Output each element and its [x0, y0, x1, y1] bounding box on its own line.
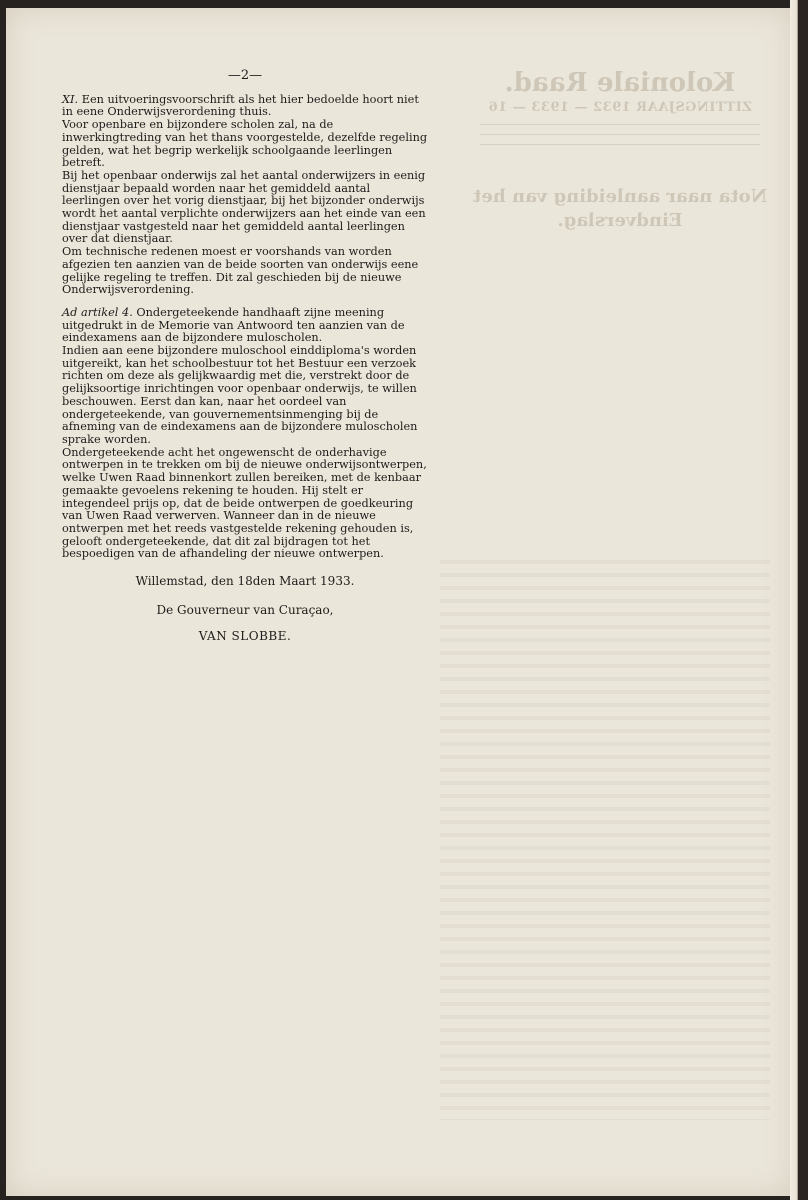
- paragraph: [62, 246, 428, 297]
- paragraph: [62, 170, 428, 246]
- paragraph: [62, 119, 428, 170]
- paragraph-text: Om technische redenen moest er voorshands van worden afgezien ten aanzien van de beide soorten van onderwijs eene gelijke regeling te treffen. Dit zal geschieden bij de nieuwe Onderwijsverordening.: [62, 245, 419, 297]
- signatory-title: De Gouverneur van Curaçao,: [156, 602, 334, 617]
- paragraph-text: Een uitvoeringsvoorschrift als het hier bedoelde hoort niet in eene Onderwijsverordening thuis.: [62, 92, 419, 119]
- show-through-subtitle: ZITTINGSJAAR 1932 — 1933 — 16: [488, 100, 752, 115]
- show-through-title: Koloniale Raad.: [504, 68, 736, 98]
- page-edge: [790, 0, 808, 1200]
- document-body: [62, 70, 428, 643]
- page-number: —2—: [227, 68, 263, 83]
- paragraph-text: Ondergeteekende acht het ongewenscht de onderhavige ontwerpen in te trekken om bij de nieuwe onderwijsontwerpen, welke Uwen Raad binnenkort zullen bereiken, met de kenbaar gemaakte gevoelens rekening te houden. Hij stelt er integendeel prijs op, dat de beide ontwerpen de goedkeuring van Uwen Raad verwerven. Wanneer dan in de nieuwe ontwerpen met het reeds vastgestelde rekening gehouden is, gelooft ondergeteekende, dat dit zal bijdragen tot het bespoedigen van de afhandeling der nieuwe ontwerpen.: [62, 445, 427, 561]
- paragraph-text: Bij het openbaar onderwijs zal het aantal onderwijzers in eenig dienstjaar bepaald worden naar het gemiddeld aantal leerlingen over het vorig dienstjaar, bij het bijzonder onderwijs wordt het aantal verplichte onderwijzers aan het einde van een dienstjaar vastgesteld naar het gemiddeld aantal leerlingen over dat dienstjaar.: [62, 168, 426, 246]
- paragraph-text: Indien aan eene bijzondere muloschool einddiploma's worden uitgereikt, kan het schoolbestuur tot het Bestuur een verzoek richten om deze als gelijkwaardig met die, verstrekt door de gelijksoortige inrichtingen voor openbaar onderwijs, te willen beschouwen. Eerst dan kan, naar het oordeel van ondergeteekende, van gouvernementsinmenging bij de afneming van de eindexamens aan de bijzondere muloscholen sprake worden.: [62, 344, 418, 446]
- paragraph: [62, 307, 428, 345]
- show-through-heading: Nota naar aanleiding van het Eindverslag.: [472, 186, 768, 231]
- paragraph-lead: Ad artikel 4.: [62, 305, 133, 319]
- paragraph: [62, 447, 428, 561]
- signatory-name: VAN SLOBBE.: [198, 629, 292, 644]
- place-date: Willemstad, den 18den Maart 1933.: [135, 574, 355, 589]
- paragraph-text: Voor openbare en bijzondere scholen zal, na de inwerkingtreding van het thans voorgestelde, dezelfde regeling gelden, wat het begrip werkelijk schoolgaande leerlingen betreft.: [62, 118, 428, 170]
- show-through-text: [470, 60, 770, 233]
- paragraph-lead: XI.: [62, 92, 79, 106]
- paragraph: [62, 345, 428, 447]
- show-through-body: [440, 560, 770, 1120]
- paragraph: [62, 94, 428, 119]
- paragraph-text: Ondergeteekende handhaaft zijne meening uitgedrukt in de Memorie van Antwoord ten aanzien van de eindexamens aan de bijzondere muloscholen.: [62, 305, 405, 345]
